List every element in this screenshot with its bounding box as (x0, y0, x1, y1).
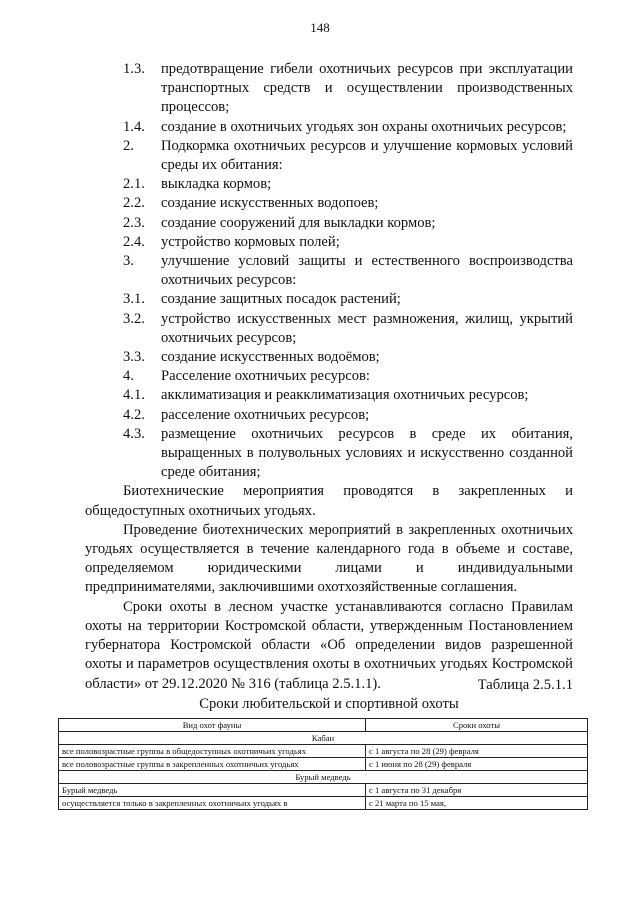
list-text: создание сооружений для выкладки кормов; (161, 214, 436, 231)
list-item (85, 252, 573, 290)
list-text: улучшение условий защиты и естественного воспроизводства охотничьих ресурсов: (161, 253, 573, 289)
list-item (85, 118, 573, 137)
list-text: создание искусственных водопоев; (161, 195, 379, 212)
list-item (85, 386, 573, 405)
list-text: акклиматизация и реакклиматизация охотничьих ресурсов; (161, 387, 529, 404)
list-text: устройство искусственных мест размножения, жилищ, укрытий охотничьих ресурсов; (161, 310, 573, 346)
list-text: Расселение охотничьих ресурсов: (161, 368, 370, 385)
list-number: 2.4. (123, 233, 145, 250)
list-item (85, 233, 573, 252)
column-header-species: Вид охот фауны (59, 719, 366, 732)
list-text: создание в охотничьих угодьях зон охраны охотничьих ресурсов; (161, 118, 567, 135)
table-header-row (59, 719, 588, 732)
list-item (85, 60, 573, 118)
list-text: создание защитных посадок растений; (161, 291, 401, 308)
list-number: 2.2. (123, 195, 145, 212)
list-text: выкладка кормов; (161, 176, 272, 193)
table-row (59, 745, 588, 758)
table-group-row (59, 732, 588, 745)
cell-dates: с 21 марта по 15 мая, (366, 797, 588, 810)
group-label-kaban: Кабан (59, 732, 588, 745)
list-number: 4.3. (123, 425, 145, 442)
column-header-dates: Сроки охоты (366, 719, 588, 732)
list-number: 3.2. (123, 310, 145, 327)
list-number: 3.1. (123, 291, 145, 308)
cell-species: все половозрастные группы в общедоступных охотничьих угодьях (59, 745, 366, 758)
list-number: 2.3. (123, 214, 145, 231)
list-number: 1.4. (123, 118, 145, 135)
page-number: 148 (310, 20, 330, 35)
paragraph: Биотехнические мероприятия проводятся в закрепленных и общедоступных охотничьих угодьях. (85, 483, 573, 519)
list-item (85, 310, 573, 348)
table-row (59, 784, 588, 797)
list-number: 3.3. (123, 349, 145, 366)
table-title: Сроки любительской и спортивной охоты (199, 696, 459, 712)
list-number: 4.1. (123, 387, 145, 404)
table-row (59, 797, 588, 810)
cell-species: все половозрастные группы в закрепленных охотничьих угодьях (59, 758, 366, 771)
list-item (85, 406, 573, 425)
list-text: предотвращение гибели охотничьих ресурсов при эксплуатации транспортных средств и осуществлении производственных процессов; (161, 61, 573, 116)
cell-species: осуществляется только в закрепленных охотничьих угодьях в (59, 797, 366, 810)
paragraph: Проведение биотехнических мероприятий в закрепленных охотничьих угодьях осуществляется в течение календарного года в объеме и составе, определяемом юридическими лицами и индивидуальными предпринимателями, заключившими охотхозяйственные соглашения. (85, 521, 573, 596)
cell-dates: с 1 июня по 28 (29) февраля (366, 758, 588, 771)
list-number: 4.2. (123, 406, 145, 423)
list-item (85, 290, 573, 309)
list-item (85, 348, 573, 367)
list-item (85, 194, 573, 213)
list-item (85, 175, 573, 194)
list-number: 2.1. (123, 176, 145, 193)
cell-species: Бурый медведь (59, 784, 366, 797)
list-number: 3. (123, 253, 134, 270)
list-text: устройство кормовых полей; (161, 233, 340, 250)
list-number: 1.3. (123, 61, 145, 77)
list-item (85, 137, 573, 175)
document-body (85, 60, 573, 694)
table-label: Таблица 2.5.1.1 (477, 677, 573, 693)
table-group-row (59, 771, 588, 784)
hunting-seasons-table (58, 718, 588, 810)
cell-dates: с 1 августа по 28 (29) февраля (366, 745, 588, 758)
list-text: расселение охотничьих ресурсов; (161, 406, 370, 423)
list-item (85, 425, 573, 483)
list-text: Подкормка охотничьих ресурсов и улучшение кормовых условий среды их обитания: (161, 137, 573, 174)
list-text: размещение охотничьих ресурсов в среде их обитания, выращенных в полувольных условиях и искусственно созданной среде обитания; (161, 425, 573, 481)
table-row (59, 758, 588, 771)
list-item (85, 367, 573, 386)
list-text: создание искусственных водоёмов; (161, 349, 380, 366)
group-label-bear: Бурый медведь (59, 771, 588, 784)
cell-dates: с 1 августа по 31 декабря (366, 784, 588, 797)
list-item (85, 214, 573, 233)
list-number: 2. (123, 137, 134, 154)
paragraph: Сроки охоты в лесном участке устанавливаются согласно Правилам охоты на территории Костромской области, утвержденным Постановлением губернатора Костромской области «Об определении видов разрешенной охоты и параметров осуществления охоты в охотничьих угодьях Костромской области» от 29.12.2020 № 316 (таблица 2.5.1.1). (85, 598, 573, 692)
list-number: 4. (123, 368, 134, 385)
